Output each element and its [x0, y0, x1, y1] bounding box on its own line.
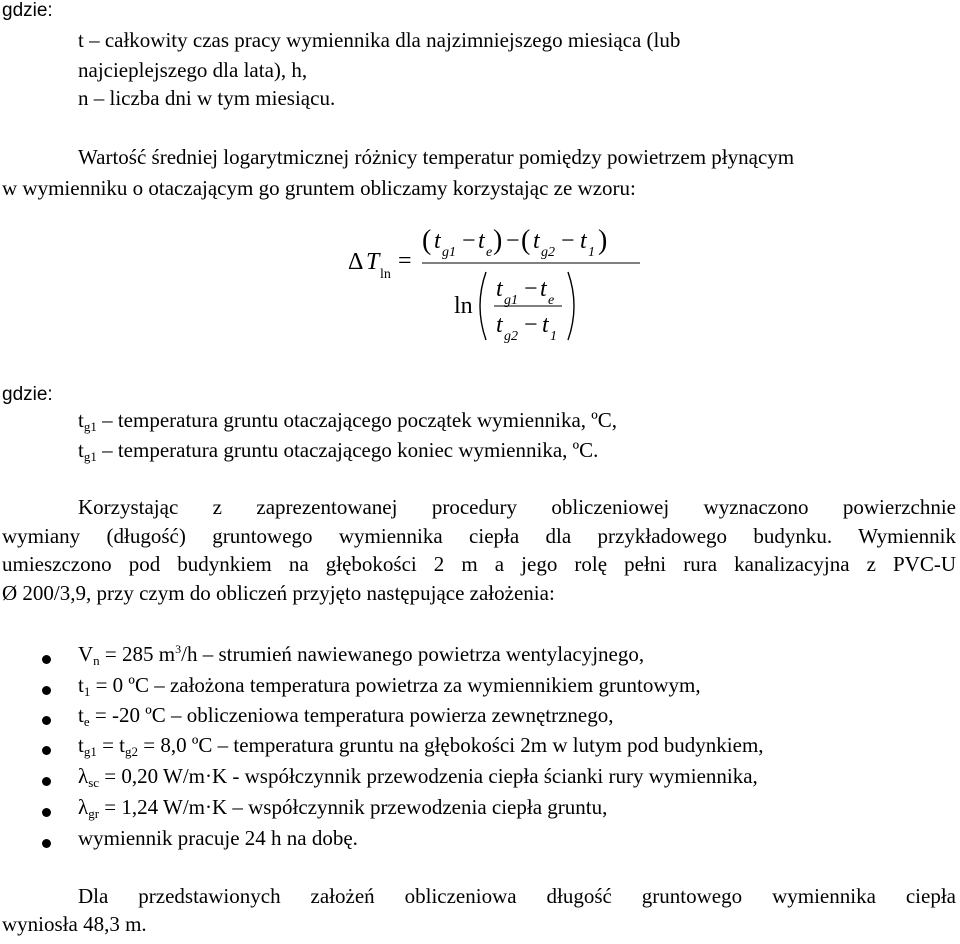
- item-subscript: sc: [88, 775, 100, 790]
- big-paren-left: [480, 272, 486, 340]
- item-subscript: g1: [83, 744, 97, 759]
- item-subscript: 1: [83, 684, 91, 699]
- big-paren-right: [568, 272, 574, 340]
- paragraph-2-line2: wymiany (długość) gruntowego wymiennika ciepła dla przykładowego budynku. Wymiennik: [2, 524, 956, 548]
- def2-text: – temperatura gruntu otaczającego koniec wymiennika, ºC.: [96, 438, 599, 462]
- list-item: [78, 673, 701, 700]
- ln-label: ln: [454, 293, 473, 319]
- where-label-1: gdzie:: [2, 0, 53, 21]
- paragraph-1-line2: w wymienniku o otaczającym go gruntem obliczamy korzystając ze wzoru:: [2, 176, 636, 200]
- item-subscript: e: [83, 714, 90, 729]
- num-minus-2: −: [561, 228, 575, 254]
- den-t-1: t: [542, 312, 549, 338]
- den-t-e: t: [540, 276, 547, 302]
- where-label-2: gdzie:: [2, 384, 53, 405]
- num-t-g1: t: [434, 228, 441, 254]
- bullet-icon: [42, 808, 51, 817]
- definition-t-line1: t – całkowity czas pracy wymiennika dla najzimniejszego miesiąca (lub: [78, 28, 681, 52]
- definition-tg1-end: [78, 438, 598, 465]
- paragraph-3-line2: wyniosła 48,3 m.: [2, 912, 147, 936]
- paragraph-2-line1: Korzystając z zaprezentowanej procedury obliczeniowej wyznaczono powierzchnie: [78, 495, 956, 519]
- list-item: [78, 642, 644, 669]
- item-symbol: λ: [78, 764, 89, 788]
- num-minus-mid: −: [506, 228, 520, 254]
- lhs-T: T: [366, 249, 380, 275]
- bullet-icon: [42, 746, 51, 755]
- def2-subscript: g1: [83, 449, 97, 464]
- num-t-1: t: [580, 228, 587, 254]
- bullet-icon: [42, 716, 51, 725]
- num-sub-g2: g2: [541, 245, 555, 260]
- def2-symbol: t: [78, 438, 84, 462]
- item-text: = 0 ºC – założona temperatura powietrza za wymiennikiem gruntowym,: [90, 673, 701, 697]
- bullet-icon: [42, 777, 51, 786]
- def1-subscript: g1: [83, 419, 97, 434]
- item-text: /h – strumień nawiewanego powietrza wentylacyjnego,: [181, 642, 645, 666]
- paren-open-1: (: [422, 225, 432, 256]
- paren-open-2: (: [521, 225, 531, 256]
- num-sub-1: 1: [588, 245, 595, 260]
- item-text: = -20 ºC – obliczeniowa temperatura powierza zewnętrznego,: [89, 703, 614, 727]
- paragraph-3-line1: Dla przedstawionych założeń obliczeniowa długość gruntowego wymiennika ciepła: [78, 884, 956, 908]
- list-item: [78, 764, 758, 791]
- num-minus-1: −: [462, 228, 476, 254]
- item-symbol: λ: [78, 795, 89, 819]
- list-item: [78, 795, 607, 822]
- den-sub-e: e: [548, 293, 555, 308]
- item-value: = 285 m: [99, 642, 176, 666]
- item-text: = 8,0 ºC – temperatura gruntu na głębokości 2m w lutym pod budynkiem,: [138, 733, 764, 757]
- definition-tg1-start: [78, 408, 617, 435]
- item-subscript: n: [93, 653, 100, 668]
- list-item: [78, 826, 358, 851]
- item-symbol: t: [78, 703, 84, 727]
- bullet-icon: [42, 686, 51, 695]
- den-minus-2: −: [524, 312, 538, 338]
- num-t-e: t: [478, 228, 485, 254]
- list-item: [78, 733, 764, 760]
- paragraph-2-line3: umieszczono pod budynkiem na głębokości 2 m a jego rolę pełni rura kanalizacyjna z PVC-U: [2, 552, 956, 576]
- definition-n: n – liczba dni w tym miesiącu.: [78, 86, 336, 110]
- lhs-sub-ln: ln: [380, 267, 391, 282]
- den-minus-1: −: [524, 276, 538, 302]
- item-text: = 1,24 W/m·K – współczynnik przewodzenia ciepła gruntu,: [99, 795, 608, 819]
- den-t-g2: t: [496, 312, 503, 338]
- item-subscript-2: g2: [125, 744, 139, 759]
- paren-close-2: ): [598, 225, 608, 256]
- item-symbol: t: [78, 733, 84, 757]
- def1-text: – temperatura gruntu otaczającego początek wymiennika, ºC,: [96, 408, 618, 432]
- item-text: = 0,20 W/m·K - współczynnik przewodzenia ciepła ścianki rury wymiennika,: [99, 764, 758, 788]
- item-subscript: gr: [88, 806, 100, 821]
- equals-sign: =: [398, 248, 412, 274]
- num-t-g2: t: [533, 228, 540, 254]
- list-item: [78, 703, 614, 730]
- item-symbol: t: [78, 673, 84, 697]
- item-superscript: 3: [175, 642, 182, 656]
- num-sub-g1: g1: [442, 245, 456, 260]
- log-mean-temperature-formula: [340, 222, 660, 352]
- item-mid: = t: [96, 733, 126, 757]
- den-sub-g1: g1: [504, 293, 518, 308]
- num-sub-e: e: [486, 245, 493, 260]
- bullet-icon: [42, 655, 51, 664]
- bullet-icon: [42, 839, 51, 848]
- definition-t-line2: najcieplejszego dla lata), h,: [78, 58, 308, 82]
- paragraph-1-line1: Wartość średniej logarytmicznej różnicy temperatur pomiędzy powietrzem płynącym: [78, 145, 795, 169]
- delta-symbol: Δ: [348, 249, 364, 275]
- den-t-g1: t: [496, 276, 503, 302]
- paragraph-2-line4: Ø 200/3,9, przy czym do obliczeń przyjęto następujące założenia:: [2, 581, 555, 605]
- item-symbol: V: [78, 642, 94, 666]
- paren-close-1: ): [493, 225, 503, 256]
- den-sub-g2: g2: [504, 329, 518, 344]
- item-text: wymiennik pracuje 24 h na dobę.: [78, 826, 358, 850]
- def1-symbol: t: [78, 408, 84, 432]
- den-sub-1: 1: [550, 329, 557, 344]
